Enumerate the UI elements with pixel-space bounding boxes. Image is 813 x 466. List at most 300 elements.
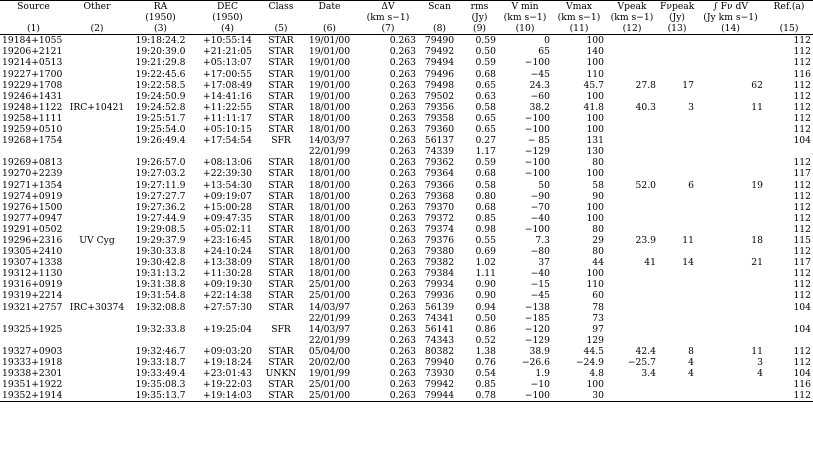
table-row: [0, 102, 813, 113]
cell-class: STAR: [268, 190, 294, 202]
cell-v-peak: [606, 279, 658, 290]
cell-date: 19/01/00: [308, 68, 351, 80]
cell-date: 19/01/00: [308, 35, 351, 47]
cell-dec: +24:10:24: [203, 246, 252, 258]
cell-ra: [127, 335, 194, 346]
table-row: [0, 335, 813, 346]
table-row: [0, 168, 813, 179]
cell-v-min: −45: [530, 68, 550, 80]
cell-source: 19327+0903: [2, 345, 63, 357]
cell-class: STAR: [268, 112, 294, 124]
header-f-peak: (Jy): [668, 12, 686, 24]
table-row: [0, 257, 813, 268]
cell-dec: [194, 313, 261, 324]
cell-integrated-flux: 19: [751, 179, 763, 191]
cell-source: 19338+2301: [2, 368, 63, 380]
cell-rms: 0.80: [475, 190, 496, 202]
cell-class: UNKN: [265, 368, 297, 380]
cell-v-peak: [606, 302, 658, 313]
cell-class: STAR: [268, 57, 294, 69]
cell-date: 18/01/00: [308, 168, 351, 180]
cell-v-peak: [606, 69, 658, 80]
cell-other: [67, 324, 127, 335]
cell-ra: 19:24:52.8: [135, 101, 186, 113]
cell-dec: +19:22:03: [203, 379, 252, 391]
cell-v-min: −26.6: [521, 357, 550, 368]
cell-date: 18/01/00: [308, 190, 351, 202]
header-other: (2): [67, 23, 127, 35]
cell-rms: 0.69: [475, 246, 496, 258]
cell-other: [67, 80, 127, 91]
cell-f-peak: [658, 135, 696, 146]
cell-source: 19307+1338: [2, 257, 63, 269]
cell-f-peak: [658, 290, 696, 301]
cell-scan: 79384: [424, 268, 455, 280]
cell-ref: 112: [793, 223, 811, 235]
cell-other: [67, 135, 127, 146]
table-row: [0, 35, 813, 47]
cell-scan: 79934: [424, 279, 455, 291]
cell-v-max: 100: [586, 379, 604, 391]
cell-ref: 104: [793, 368, 811, 380]
cell-dec: +23:01:43: [203, 368, 252, 380]
cell-rms: 0.90: [475, 279, 496, 291]
cell-class: STAR: [268, 268, 294, 280]
cell-class: STAR: [268, 246, 294, 258]
cell-class: STAR: [268, 124, 294, 136]
cell-v-min: −129: [524, 146, 550, 158]
cell-delta-v: 0.263: [389, 290, 416, 302]
header-scan: Scan: [418, 1, 461, 13]
cell-date: 18/01/00: [308, 201, 351, 213]
cell-ref: 112: [793, 101, 811, 113]
cell-v-min: −100: [524, 168, 550, 180]
table-row: [0, 80, 813, 91]
cell-other: IRC+30374: [69, 301, 125, 313]
cell-rms: 0.59: [475, 157, 496, 169]
cell-integrated-flux: [696, 146, 765, 157]
cell-integrated-flux: [696, 268, 765, 279]
cell-ref: 112: [793, 90, 811, 102]
cell-date: 18/01/00: [308, 234, 351, 246]
cell-scan: 79362: [424, 157, 455, 169]
header-v-peak: (12): [606, 23, 658, 35]
cell-dec: +21:21:05: [203, 46, 252, 58]
cell-v-min: −120: [524, 323, 550, 335]
cell-v-min: 24.3: [529, 79, 550, 91]
cell-source: [0, 313, 67, 324]
cell-ra: [127, 313, 194, 324]
table-row: [0, 357, 813, 368]
cell-v-peak: 41: [644, 257, 656, 269]
cell-date: 19/01/00: [308, 90, 351, 102]
table-row: [0, 213, 813, 224]
table-row: [0, 390, 813, 402]
cell-ref: 112: [793, 357, 811, 368]
header-row-numbers: [0, 23, 813, 35]
cell-scan: 79940: [424, 357, 455, 368]
header-ref: Ref.(a): [765, 1, 813, 13]
cell-date: 18/01/00: [308, 179, 351, 191]
cell-delta-v: 0.263: [389, 135, 416, 147]
cell-dec: +14:41:16: [203, 90, 252, 102]
cell-f-peak: 4: [688, 368, 694, 380]
cell-v-max: 58: [592, 179, 604, 191]
cell-v-max: 110: [586, 279, 604, 291]
cell-scan: 79374: [424, 223, 455, 235]
cell-f-peak: [658, 213, 696, 224]
cell-class: STAR: [268, 345, 294, 357]
cell-other: [67, 91, 127, 102]
table-row: [0, 46, 813, 57]
cell-v-peak: 40.3: [635, 101, 656, 113]
cell-scan: 79942: [424, 379, 455, 391]
cell-delta-v: 0.263: [389, 124, 416, 136]
cell-v-min: −60: [530, 90, 550, 102]
cell-integrated-flux: 11: [751, 345, 763, 357]
header-delta-v: (km s−1): [366, 12, 410, 24]
cell-integrated-flux: 4: [757, 368, 763, 380]
cell-source: 19269+0813: [2, 157, 63, 169]
cell-other: [67, 113, 127, 124]
cell-date: 22/01/99: [308, 312, 351, 324]
cell-ra: 19:33:18.7: [135, 357, 186, 368]
cell-dec: +13:54:30: [203, 179, 252, 191]
cell-date: 19/01/00: [308, 79, 351, 91]
cell-ra: 19:32:33.8: [135, 323, 186, 335]
cell-class: STAR: [268, 212, 294, 224]
cell-ref: 112: [765, 390, 813, 402]
cell-v-max: 100: [586, 35, 604, 47]
cell-source: 19259+0510: [2, 124, 63, 136]
cell-ref: 115: [793, 234, 811, 246]
cell-date: 25/01/00: [301, 390, 358, 402]
table-row: [0, 180, 813, 191]
cell-f-peak: [658, 279, 696, 290]
cell-delta-v: 0.263: [389, 168, 416, 180]
cell-ra: 19:27:36.2: [135, 201, 186, 213]
cell-scan: 79364: [424, 168, 455, 180]
cell-integrated-flux: [696, 57, 765, 68]
cell-scan: 79944: [418, 390, 461, 402]
cell-f-peak: [658, 390, 696, 402]
cell-source: 19246+1431: [2, 90, 63, 102]
header-row-units: [0, 12, 813, 23]
cell-rms: 0.85: [475, 212, 496, 224]
cell-dec: +11:22:55: [203, 101, 252, 113]
cell-v-min: 1.9: [535, 368, 550, 380]
cell-other: [67, 257, 127, 268]
cell-ra: 19:24:50.9: [135, 90, 186, 102]
cell-v-min: −100: [524, 112, 550, 124]
cell-f-peak: [658, 224, 696, 235]
cell-class: STAR: [268, 101, 294, 113]
header-date: Date: [301, 1, 358, 13]
cell-rms: 0.50: [475, 46, 496, 58]
header-ref: (15): [765, 23, 813, 35]
cell-integrated-flux: 18: [751, 234, 763, 246]
cell-ref: 117: [793, 168, 811, 180]
header-delta-v: (7): [358, 23, 418, 35]
cell-v-peak: [606, 57, 658, 68]
cell-rms: 0.54: [475, 368, 496, 380]
cell-source: 19214+0513: [2, 57, 63, 69]
header-v-max: Vmax: [552, 1, 606, 13]
cell-v-min: −138: [524, 301, 550, 313]
cell-class: [261, 335, 301, 346]
header-v-min: V min: [498, 1, 552, 13]
cell-scan: 56141: [424, 323, 455, 335]
cell-other: [67, 335, 127, 346]
cell-scan: 74339: [424, 146, 455, 158]
table-row: [0, 368, 813, 379]
cell-delta-v: 0.263: [389, 323, 416, 335]
cell-v-min: −45: [530, 290, 550, 302]
cell-f-peak: [658, 335, 696, 346]
cell-other: [67, 57, 127, 68]
cell-f-peak: [658, 313, 696, 324]
cell-v-min: −80: [530, 246, 550, 258]
cell-ra: 19:29:37.9: [135, 234, 186, 246]
table-row: [0, 302, 813, 313]
table-row: [0, 268, 813, 279]
cell-scan: 79492: [424, 46, 455, 58]
cell-integrated-flux: [696, 246, 765, 257]
header-v-peak: (km s−1): [610, 12, 654, 24]
cell-source: 19274+0919: [2, 190, 63, 202]
cell-dec: +05:10:15: [203, 124, 252, 136]
cell-integrated-flux: [696, 113, 765, 124]
header-dec: (4): [194, 23, 261, 35]
table-row: [0, 324, 813, 335]
cell-ra: 19:33:49.4: [135, 368, 186, 380]
cell-delta-v: 0.263: [389, 146, 416, 158]
cell-f-peak: [658, 268, 696, 279]
cell-v-peak: [606, 146, 658, 157]
header-class: [261, 12, 301, 23]
cell-delta-v: 0.263: [389, 157, 416, 169]
cell-other: [67, 346, 127, 357]
cell-ra: 19:26:57.0: [135, 157, 186, 169]
table-row: [0, 224, 813, 235]
cell-class: STAR: [268, 90, 294, 102]
cell-other: [67, 246, 127, 257]
table-body: [0, 35, 813, 402]
cell-date: 22/01/99: [308, 334, 351, 346]
cell-scan: 79494: [424, 57, 455, 69]
cell-v-max: 4.8: [589, 368, 604, 380]
cell-dec: +19:25:04: [203, 323, 252, 335]
cell-v-max: 80: [592, 246, 604, 258]
cell-delta-v: 0.263: [389, 379, 416, 391]
cell-rms: 0.65: [475, 112, 496, 124]
table-header: [0, 1, 813, 35]
cell-v-min: 37: [538, 257, 550, 269]
cell-dec: +13:38:09: [203, 257, 252, 269]
table-row: [0, 69, 813, 80]
cell-v-min: 38.9: [529, 345, 550, 357]
cell-integrated-flux: [696, 35, 765, 47]
cell-delta-v: 0.263: [389, 279, 416, 291]
cell-v-max: 100: [586, 201, 604, 213]
cell-rms: 0.58: [475, 179, 496, 191]
cell-source: 19258+1111: [2, 112, 63, 124]
cell-f-peak: [658, 57, 696, 68]
table-row: [0, 346, 813, 357]
cell-ref: 117: [793, 257, 811, 269]
cell-scan: 56139: [424, 301, 455, 313]
cell-v-peak: [606, 324, 658, 335]
cell-v-peak: [606, 35, 658, 47]
cell-other: [67, 180, 127, 191]
header-rms: (9): [461, 23, 498, 35]
cell-class: STAR: [268, 290, 294, 302]
cell-f-peak: 6: [688, 179, 694, 191]
header-class: (5): [261, 23, 301, 35]
cell-dec: +05:13:07: [203, 57, 252, 69]
cell-class: STAR: [268, 234, 294, 246]
header-scan: [418, 12, 461, 23]
cell-ra: 19:32:46.7: [135, 345, 186, 357]
cell-source: 19312+1130: [2, 268, 63, 280]
cell-f-peak: [658, 35, 696, 47]
cell-v-max: 110: [586, 68, 604, 80]
header-v-peak: Vpeak: [606, 1, 658, 13]
table-row: [0, 313, 813, 324]
cell-dec: +27:57:30: [203, 301, 252, 313]
cell-ref: [765, 313, 813, 324]
cell-scan: 56137: [424, 135, 455, 147]
cell-other: [67, 224, 127, 235]
header-other: [67, 12, 127, 23]
cell-class: STAR: [268, 279, 294, 291]
cell-f-peak: [658, 202, 696, 213]
cell-delta-v: 0.263: [389, 257, 416, 269]
table-row: [0, 290, 813, 301]
cell-ref: 112: [793, 79, 811, 91]
cell-ref: 112: [793, 190, 811, 202]
cell-v-peak: 27.8: [635, 79, 656, 91]
cell-f-peak: 17: [682, 79, 694, 91]
cell-v-max: 100: [586, 268, 604, 280]
cell-f-peak: [658, 168, 696, 179]
cell-v-peak: [606, 335, 658, 346]
header-ra: RA: [127, 1, 194, 13]
cell-dec: +11:30:28: [203, 268, 252, 280]
cell-date: 18/01/00: [308, 112, 351, 124]
cell-date: 14/03/97: [308, 301, 351, 313]
cell-integrated-flux: [696, 313, 765, 324]
cell-rms: 1.02: [475, 257, 496, 269]
cell-v-max: 97: [592, 323, 604, 335]
cell-ra: 19:27:03.2: [135, 168, 186, 180]
cell-source: 19305+2410: [2, 246, 63, 258]
cell-v-min: 50: [538, 179, 550, 191]
cell-class: STAR: [268, 179, 294, 191]
cell-delta-v: 0.263: [389, 90, 416, 102]
cell-class: STAR: [268, 46, 294, 58]
cell-dec: +19:14:03: [194, 390, 261, 402]
cell-date: 18/01/00: [308, 223, 351, 235]
cell-f-peak: [658, 379, 696, 390]
cell-source: 19248+1122: [2, 101, 63, 113]
cell-integrated-flux: 62: [751, 79, 763, 91]
cell-date: 19/01/00: [308, 46, 351, 58]
cell-ref: 112: [793, 212, 811, 224]
cell-v-max: 78: [592, 301, 604, 313]
cell-v-min: −70: [530, 201, 550, 213]
cell-v-peak: −25.7: [627, 357, 656, 368]
header-ra: (3): [127, 23, 194, 35]
cell-dec: +09:19:30: [203, 279, 252, 291]
cell-delta-v: 0.263: [389, 35, 416, 47]
cell-ra: 19:30:33.8: [135, 246, 186, 258]
cell-integrated-flux: [696, 124, 765, 135]
cell-integrated-flux: [696, 379, 765, 390]
cell-f-peak: 3: [688, 101, 694, 113]
cell-v-max: 60: [592, 290, 604, 302]
cell-scan: 79376: [424, 234, 455, 246]
cell-v-peak: 52.0: [635, 179, 656, 191]
cell-other: [67, 290, 127, 301]
cell-ra: 19:30:42.8: [135, 257, 186, 269]
cell-source: 19351+1922: [2, 379, 63, 391]
cell-v-min: 0: [544, 35, 550, 47]
cell-other: [67, 268, 127, 279]
cell-delta-v: 0.263: [389, 79, 416, 91]
cell-ref: 112: [793, 46, 811, 58]
cell-class: STAR: [268, 257, 294, 269]
cell-rms: 0.55: [475, 234, 496, 246]
cell-source: [0, 146, 67, 157]
cell-other: [67, 213, 127, 224]
cell-ra: 19:27:11.9: [135, 179, 186, 191]
cell-delta-v: 0.263: [389, 312, 416, 324]
header-source: (1): [0, 23, 67, 35]
cell-scan: 79496: [424, 68, 455, 80]
cell-integrated-flux: 11: [751, 101, 763, 113]
cell-rms: 0.86: [475, 323, 496, 335]
cell-scan: 79360: [424, 124, 455, 136]
cell-date: 20/02/00: [308, 357, 351, 368]
cell-integrated-flux: [696, 69, 765, 80]
cell-delta-v: 0.263: [389, 368, 416, 380]
cell-class: STAR: [268, 301, 294, 313]
cell-ref: 112: [793, 345, 811, 357]
cell-dec: +17:08:49: [203, 79, 252, 91]
cell-ra: 19:22:58.5: [135, 79, 186, 91]
cell-dec: +09:47:35: [203, 212, 252, 224]
cell-date: 18/01/00: [308, 257, 351, 269]
cell-ra: 19:22:45.6: [135, 68, 186, 80]
cell-ref: 116: [793, 379, 811, 391]
cell-f-peak: 4: [688, 357, 694, 368]
cell-delta-v: 0.263: [389, 57, 416, 69]
cell-scan: 79372: [424, 212, 455, 224]
cell-source: 19291+0502: [2, 223, 63, 235]
cell-v-peak: [606, 246, 658, 257]
cell-f-peak: 11: [682, 234, 694, 246]
cell-dec: +22:14:38: [203, 290, 252, 302]
header-v-max: (km s−1): [557, 12, 601, 24]
cell-f-peak: [658, 157, 696, 168]
header-source: Source: [0, 1, 67, 13]
cell-rms: 0.50: [475, 312, 496, 324]
cell-rms: 0.59: [475, 35, 496, 47]
cell-class: [261, 146, 301, 157]
cell-v-min: −100: [498, 390, 552, 402]
cell-other: [67, 313, 127, 324]
